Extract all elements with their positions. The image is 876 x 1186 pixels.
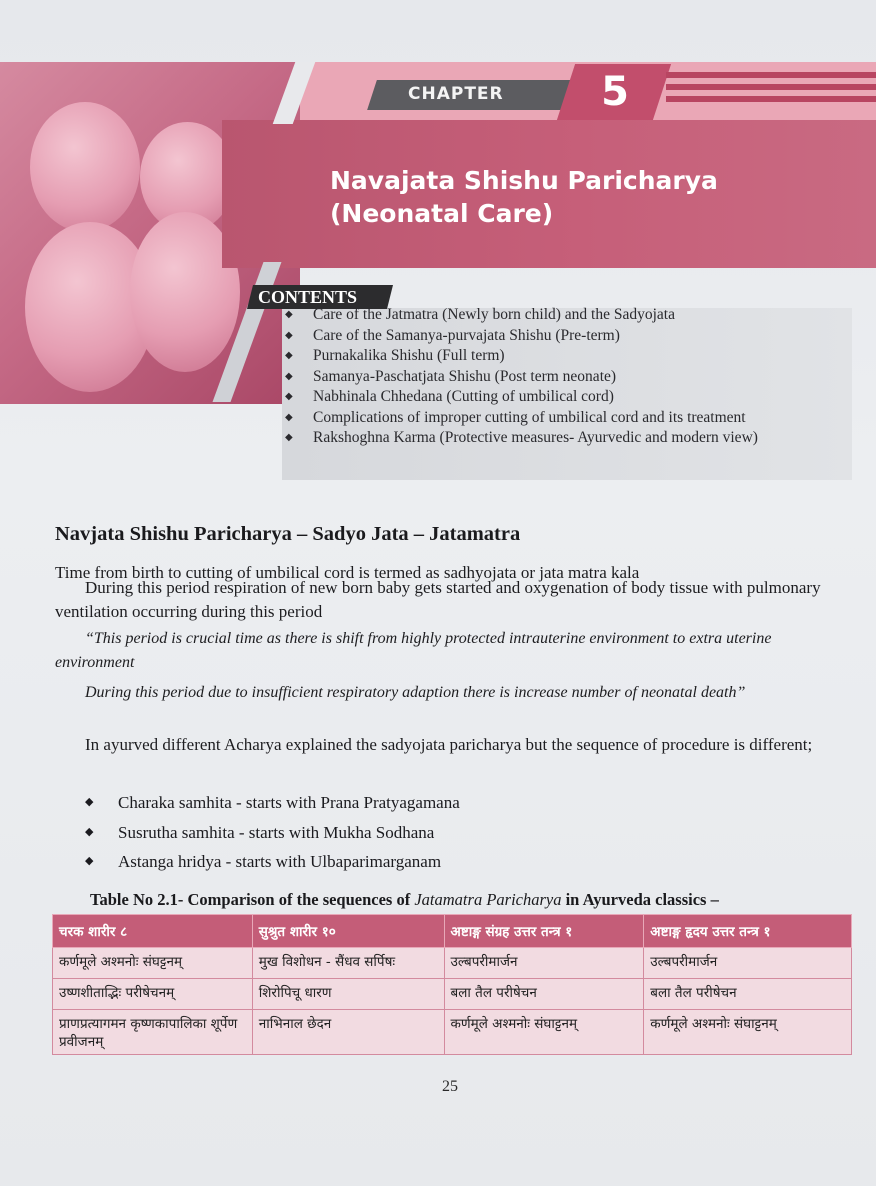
table-cell: मुख विशोधन - सैंधव सर्पिषः (252, 948, 444, 979)
table-caption (90, 890, 850, 910)
table-cell: उष्णशीताद्भिः परीषेचनम् (53, 979, 253, 1010)
table-cell: कर्णमूले अश्मनोः संघट्टनम् (53, 948, 253, 979)
paragraph-text: During this period respiration of new born baby gets started and oxygenation of body tissue with pulmonary ventilation occurring during this period (55, 578, 821, 621)
table-cell: बला तैल परीषेचन (444, 979, 644, 1010)
table-caption-italic: Jatamatra Paricharya (414, 890, 562, 909)
table-cell: कर्णमूले अश्मनोः संघाट्टनम् (644, 1010, 852, 1055)
banner-stripe (666, 72, 876, 78)
chapter-title-line2: (Neonatal Care) (330, 199, 554, 228)
quote-paragraph: “This period is crucial time as there is shift from highly protected intrauterine environment to extra uterine environment (55, 630, 772, 671)
comparison-table (52, 914, 852, 1055)
table-row (53, 1010, 852, 1055)
contents-item: ◆ Samanya-Paschatjata Shishu (Post term neonate) (285, 367, 850, 388)
paragraph: Time from birth to cutting of umbilical cord is termed as sadhyojata or jata matra kala (55, 563, 640, 582)
bullet-list (85, 788, 785, 877)
page-number: 25 (442, 1078, 458, 1095)
paragraph (55, 576, 833, 624)
contents-item: ◆ Nabhinala Chhedana (Cutting of umbilical cord) (285, 387, 850, 408)
table-cell: उल्बपरीमार्जन (644, 948, 852, 979)
quote-paragraph: During this period due to insufficient respiratory adaption there is increase number of neonatal death” (85, 684, 746, 701)
table-header-row (53, 915, 852, 948)
contents-item: ◆ Complications of improper cutting of umbilical cord and its treatment (285, 408, 850, 429)
contents-list (285, 305, 850, 449)
table-row (53, 979, 852, 1010)
table-cell: उल्बपरीमार्जन (444, 948, 644, 979)
list-item: ◆ Susrutha samhita - starts with Mukha Sodhana (85, 818, 785, 848)
chapter-number: 5 (601, 69, 629, 115)
contents-item: ◆ Purnakalika Shishu (Full term) (285, 346, 850, 367)
table-header: अष्टाङ्ग संग्रह उत्तर तन्त्र १ (444, 915, 644, 948)
fetus-head-left (30, 102, 140, 232)
contents-item: ◆ Rakshoghna Karma (Protective measures- Ayurvedic and modern view) (285, 428, 850, 449)
contents-label: CONTENTS (258, 287, 358, 307)
list-item: ◆ Astanga hridya - starts with Ulbaparimarganam (85, 847, 785, 877)
section-title: Navjata Shishu Paricharya – Sadyo Jata – Jatamatra (55, 523, 521, 545)
table-header: सुश्रुत शारीर १० (252, 915, 444, 948)
chapter-label: CHAPTER (408, 84, 504, 104)
banner-stripe (666, 96, 876, 102)
table-header: अष्टाङ्ग हृदय उत्तर तन्त्र १ (644, 915, 852, 948)
table-cell: नाभिनाल छेदन (252, 1010, 444, 1055)
table-caption-suffix: in Ayurveda classics – (561, 890, 719, 909)
table-header: चरक शारीर ८ (53, 915, 253, 948)
table-cell: बला तैल परीषेचन (644, 979, 852, 1010)
contents-item: ◆ Care of the Jatmatra (Newly born child) and the Sadyojata (285, 305, 850, 326)
banner-stripe (666, 84, 876, 90)
list-item: ◆ Charaka samhita - starts with Prana Pratyagamana (85, 788, 785, 818)
chapter-title (330, 164, 850, 230)
paragraph: In ayurved different Acharya explained the sadyojata paricharya but the sequence of procedure is different; (85, 735, 813, 754)
table-cell: शिरोपिचू धारण (252, 979, 444, 1010)
table-caption-prefix: Table No 2.1- Comparison of the sequences of (90, 890, 415, 909)
contents-item: ◆ Care of the Samanya-purvajata Shishu (Pre-term) (285, 326, 850, 347)
table-cell: प्राणप्रत्यागमन कृष्णकापालिका शूर्पेण प्रवीजनम् (53, 1010, 253, 1055)
table-cell: कर्णमूले अश्मनोः संघाट्टनम् (444, 1010, 644, 1055)
table-row (53, 948, 852, 979)
chapter-title-line1: Navajata Shishu Paricharya (330, 166, 718, 195)
